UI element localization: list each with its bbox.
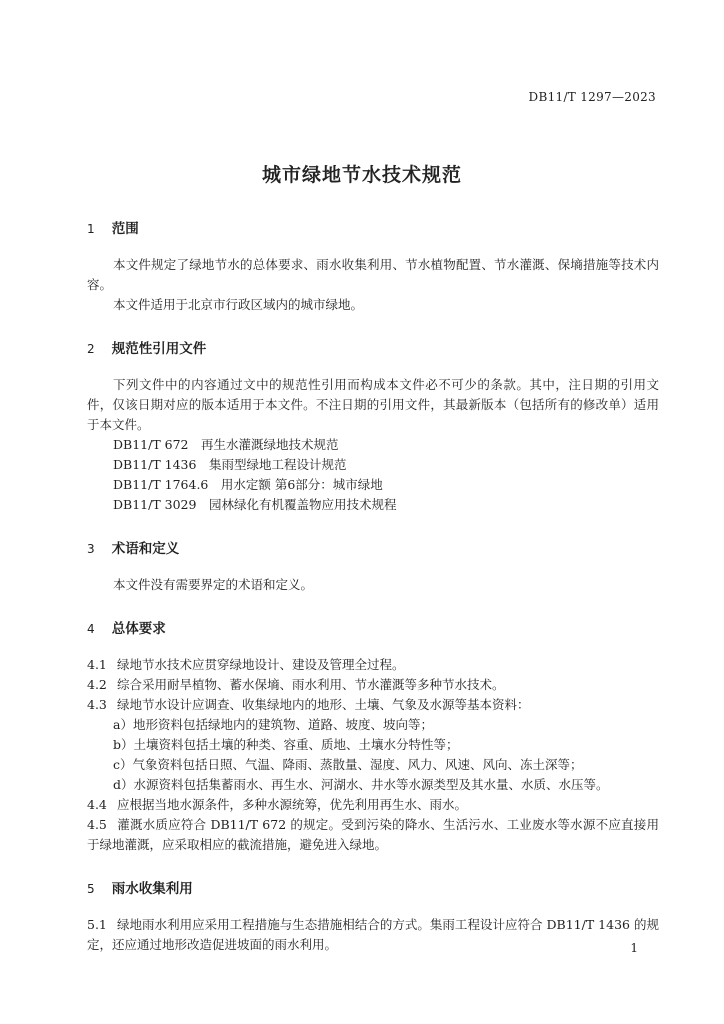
- reference-item: DB11/T 1436 集雨型绿地工程设计规范: [113, 457, 347, 472]
- section-heading: [87, 539, 659, 559]
- clause-number: 4.4: [87, 797, 107, 812]
- section-heading: [87, 339, 659, 359]
- section-number: 1: [87, 222, 95, 236]
- clause-text: 应根据当地水源条件，多种水源统筹，优先利用再生水、雨水。: [117, 797, 468, 812]
- clause: [87, 655, 659, 675]
- section-title: 总体要求: [111, 621, 166, 637]
- section-title: 规范性引用文件: [111, 341, 207, 357]
- clause: [87, 675, 659, 695]
- clause: [87, 815, 659, 855]
- clause: [87, 695, 659, 715]
- section-title: 雨水收集利用: [111, 881, 193, 897]
- clause-number: 4.2: [87, 677, 107, 692]
- section-number: 2: [87, 342, 95, 356]
- clause: [87, 795, 659, 815]
- clause-text: 绿地节水技术应贯穿绿地设计、建设及管理全过程。: [117, 657, 405, 672]
- section-rainwater-harvesting: [87, 879, 659, 955]
- reference-item: DB11/T 3029 园林绿化有机覆盖物应用技术规程: [113, 497, 397, 512]
- paragraph: 本文件适用于北京市行政区域内的城市绿地。: [113, 297, 364, 312]
- reference-item: DB11/T 1764.6 用水定额 第6部分：城市绿地: [113, 477, 383, 492]
- section-general-requirements: [87, 619, 659, 855]
- section-number: 5: [87, 882, 95, 896]
- page-number: 1: [630, 941, 638, 955]
- list-item: a）地形资料包括绿地内的建筑物、道路、坡度、坡向等；: [113, 717, 433, 732]
- section-scope: [87, 219, 659, 315]
- section-heading: [87, 619, 659, 639]
- standard-code: DB11/T 1297—2023: [528, 90, 656, 104]
- section-number: 3: [87, 542, 95, 556]
- section-title: 术语和定义: [111, 541, 180, 557]
- paragraph: 本文件规定了绿地节水的总体要求、雨水收集利用、节水植物配置、节水灌溉、保墒措施等技术内容。: [87, 257, 659, 292]
- clause-number: 4.1: [87, 657, 107, 672]
- section-title: 范围: [111, 221, 139, 237]
- clause-number: 5.1: [87, 917, 107, 932]
- clause-number: 4.5: [87, 817, 107, 832]
- section-terms: [87, 539, 659, 595]
- section-normative-references: [87, 339, 659, 515]
- clause-text: 综合采用耐旱植物、蓄水保墒、雨水利用、节水灌溉等多种节水技术。: [117, 677, 505, 692]
- list-item: d）水源资料包括集蓄雨水、再生水、河湖水、井水等水源类型及其水量、水质、水压等。: [113, 777, 609, 792]
- clause-text: 绿地节水设计应调查、收集绿地内的地形、土壤、气象及水源等基本资料：: [117, 697, 530, 712]
- clause-text: 灌溉水质应符合 DB11/T 672 的规定。受到污染的降水、生活污水、工业废水等水源不应直接用于绿地灌溉，应采取相应的截流措施，避免进入绿地。: [87, 817, 659, 852]
- paragraph: 本文件没有需要界定的术语和定义。: [113, 577, 314, 592]
- document-body: [87, 215, 659, 955]
- list-item: b）土壤资料包括土壤的种类、容重、质地、土壤水分特性等；: [113, 737, 459, 752]
- section-heading: [87, 879, 659, 899]
- section-number: 4: [87, 622, 95, 636]
- list-item: c）气象资料包括日照、气温、降雨、蒸散量、湿度、风力、风速、风向、冻土深等；: [113, 757, 583, 772]
- clause-number: 4.3: [87, 697, 107, 712]
- section-heading: [87, 219, 659, 239]
- document-title: 城市绿地节水技术规范: [261, 164, 462, 186]
- clause-text: 绿地雨水利用应采用工程措施与生态措施相结合的方式。集雨工程设计应符合 DB11/T 1436 的规定，还应通过地形改造促进坡面的雨水利用。: [87, 917, 659, 952]
- clause: [87, 915, 659, 955]
- reference-item: DB11/T 672 再生水灌溉绿地技术规范: [113, 437, 339, 452]
- paragraph: 下列文件中的内容通过文中的规范性引用而构成本文件必不可少的条款。其中，注日期的引用文件，仅该日期对应的版本适用于本文件。不注日期的引用文件，其最新版本（包括所有的修改单）适用于本文件。: [87, 377, 659, 432]
